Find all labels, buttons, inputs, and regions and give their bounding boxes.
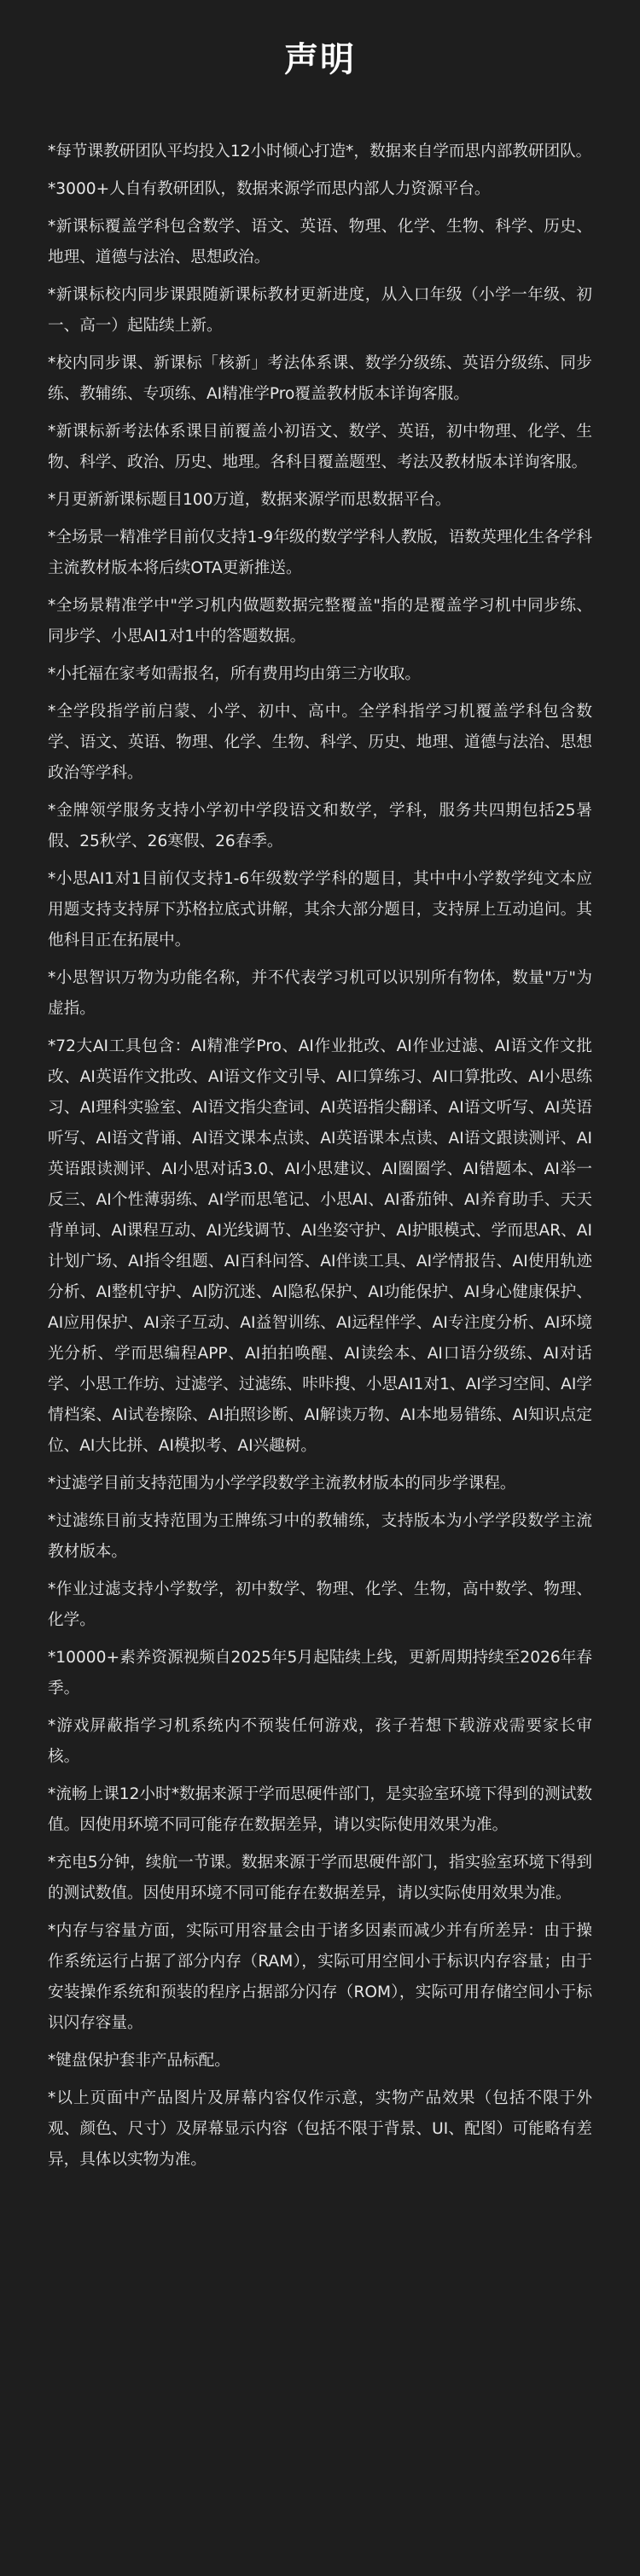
- disclaimer-paragraph: *新课标新考法体系课目前覆盖小初语文、数学、英语，初中物理、化学、生物、科学、政治、历史、地理。各科目覆盖题型、考法及教材版本详询客服。: [48, 423, 592, 471]
- disclaimer-paragraph: *校内同步课、新课标「核新」考法体系课、数学分级练、英语分级练、同步练、教辅练、专项练、AI精准学Pro覆盖教材版本详询客服。: [48, 354, 592, 403]
- disclaimer-paragraph: *10000+素养资源视频自2025年5月起陆续上线，更新周期持续至2026年春季。: [48, 1649, 592, 1697]
- disclaimer-paragraph: *小思AI1对1目前仅支持1-6年级数学学科的题目，其中中小学数学纯文本应用题支持支持屏下苏格拉底式讲解，其余大部分题目，支持屏上互动追问。其他科目正在拓展中。: [48, 870, 592, 949]
- disclaimer-paragraph: *每节课教研团队平均投入12小时倾心打造*，数据来自学而思内部教研团队。: [48, 143, 592, 161]
- disclaimer-paragraph: *小思智识万物为功能名称，并不代表学习机可以识别所有物体，数量"万"为虚指。: [48, 969, 592, 1018]
- disclaimer-paragraph: *3000+人自有教研团队，数据来源学而思内部人力资源平台。: [48, 180, 491, 198]
- disclaimer-paragraph: *游戏屏蔽指学习机系统内不预装任何游戏，孩子若想下载游戏需要家长审核。: [48, 1717, 592, 1766]
- disclaimer-paragraph: *全场景精准学中"学习机内做题数据完整覆盖"指的是覆盖学习机中同步练、同步学、小思AI1对1中的答题数据。: [48, 597, 592, 645]
- disclaimer-paragraph: *全学段指学前启蒙、小学、初中、高中。全学科指学习机覆盖学科包含数学、语文、英语、物理、化学、生物、科学、历史、地理、道德与法治、思想政治等学科。: [48, 703, 592, 782]
- disclaimer-paragraph: *小托福在家考如需报名，所有费用均由第三方收取。: [48, 665, 421, 683]
- disclaimer-paragraph: *作业过滤支持小学数学，初中数学、物理、化学、生物，高中数学、物理、化学。: [48, 1580, 592, 1629]
- disclaimer-content: [48, 137, 592, 2176]
- disclaimer-paragraph: *以上页面中产品图片及屏幕内容仅作示意，实物产品效果（包括不限于外观、颜色、尺寸）及屏幕显示内容（包括不限于背景、UI、配图）可能略有差异，具体以实物为准。: [48, 2089, 592, 2169]
- disclaimer-paragraph: *72大AI工具包含：AI精准学Pro、AI作业批改、AI作业过滤、AI语文作文批改、AI英语作文批改、AI语文作文引导、AI口算练习、AI口算批改、AI小思练习、AI理科实验室、AI语文指尖查词、AI英语指尖翻译、AI语文听写、AI英语听写、AI语文背诵、AI语文课本点读、AI英语课本点读、AI语文跟读测评、AI英语跟读测评、AI小思对话3.0、AI小思建议、AI圈圈学、AI错题本、AI举一反三、AI个性薄弱练、AI学而思笔记、小思AI、AI番茄钟、AI养育助手、天天背单词、AI课程互动、AI光线调节、AI坐姿守护、AI护眼模式、学而思AR、AI计划广场、AI指令组题、AI百科问答、AI伴读工具、AI学情报告、AI使用轨迹分析、AI整机守护、AI防沉迷、AI隐私保护、AI功能保护、AI身心健康保护、AI应用保护、AI亲子互动、AI益智训练、AI远程伴学、AI专注度分析、AI环境光分析、学而思编程APP、AI拍拍唤醒、AI读绘本、AI口语分级练、AI对话学、小思工作坊、过滤学、过滤练、咔咔搜、小思AI1对1、AI学习空间、AI学情档案、AI试卷擦除、AI拍照诊断、AI解读万物、AI本地易错练、AI知识点定位、AI大比拼、AI模拟考、AI兴趣树。: [48, 1037, 592, 1455]
- disclaimer-paragraph: *月更新新课标题目100万道，数据来源学而思数据平台。: [48, 491, 451, 509]
- disclaimer-paragraph: *过滤练目前支持范围为王牌练习中的教辅练，支持版本为小学学段数学主流教材版本。: [48, 1512, 592, 1561]
- disclaimer-paragraph: *内存与容量方面，实际可用容量会由于诸多因素而减少并有所差异：由于操作系统运行占据了部分内存（RAM），实际可用空间小于标识内存容量；由于安装操作系统和预装的程序占据部分闪存（ROM），实际可用存储空间小于标识闪存容量。: [48, 1922, 592, 2032]
- disclaimer-paragraph: *全场景一精准学目前仅支持1-9年级的数学学科人教版，语数英理化生各学科主流教材版本将后续OTA更新推送。: [48, 529, 592, 577]
- disclaimer-paragraph: *键盘保护套非产品标配。: [48, 2052, 230, 2070]
- disclaimer-paragraph: *金牌领学服务支持小学初中学段语文和数学，学科，服务共四期包括25暑假、25秋学、26寒假、26春季。: [48, 802, 592, 850]
- disclaimer-paragraph: *新课标校内同步课跟随新课标教材更新进度，从入口年级（小学一年级、初一、高一）起陆续上新。: [48, 286, 592, 335]
- disclaimer-paragraph: *充电5分钟，续航一节课。数据来源于学而思硬件部门，指实验室环境下得到的测试数值。因使用环境不同可能存在数据差异，请以实际使用效果为准。: [48, 1854, 592, 1902]
- disclaimer-paragraph: *流畅上课12小时*数据来源于学而思硬件部门，是实验室环境下得到的测试数值。因使用环境不同可能存在数据差异，请以实际使用效果为准。: [48, 1785, 592, 1834]
- page-title: 声明: [284, 40, 356, 79]
- disclaimer-paragraph: *新课标覆盖学科包含数学、语文、英语、物理、化学、生物、科学、历史、地理、道德与法治、思想政治。: [48, 218, 592, 266]
- disclaimer-paragraph: *过滤学目前支持范围为小学学段数学主流教材版本的同步学课程。: [48, 1475, 516, 1492]
